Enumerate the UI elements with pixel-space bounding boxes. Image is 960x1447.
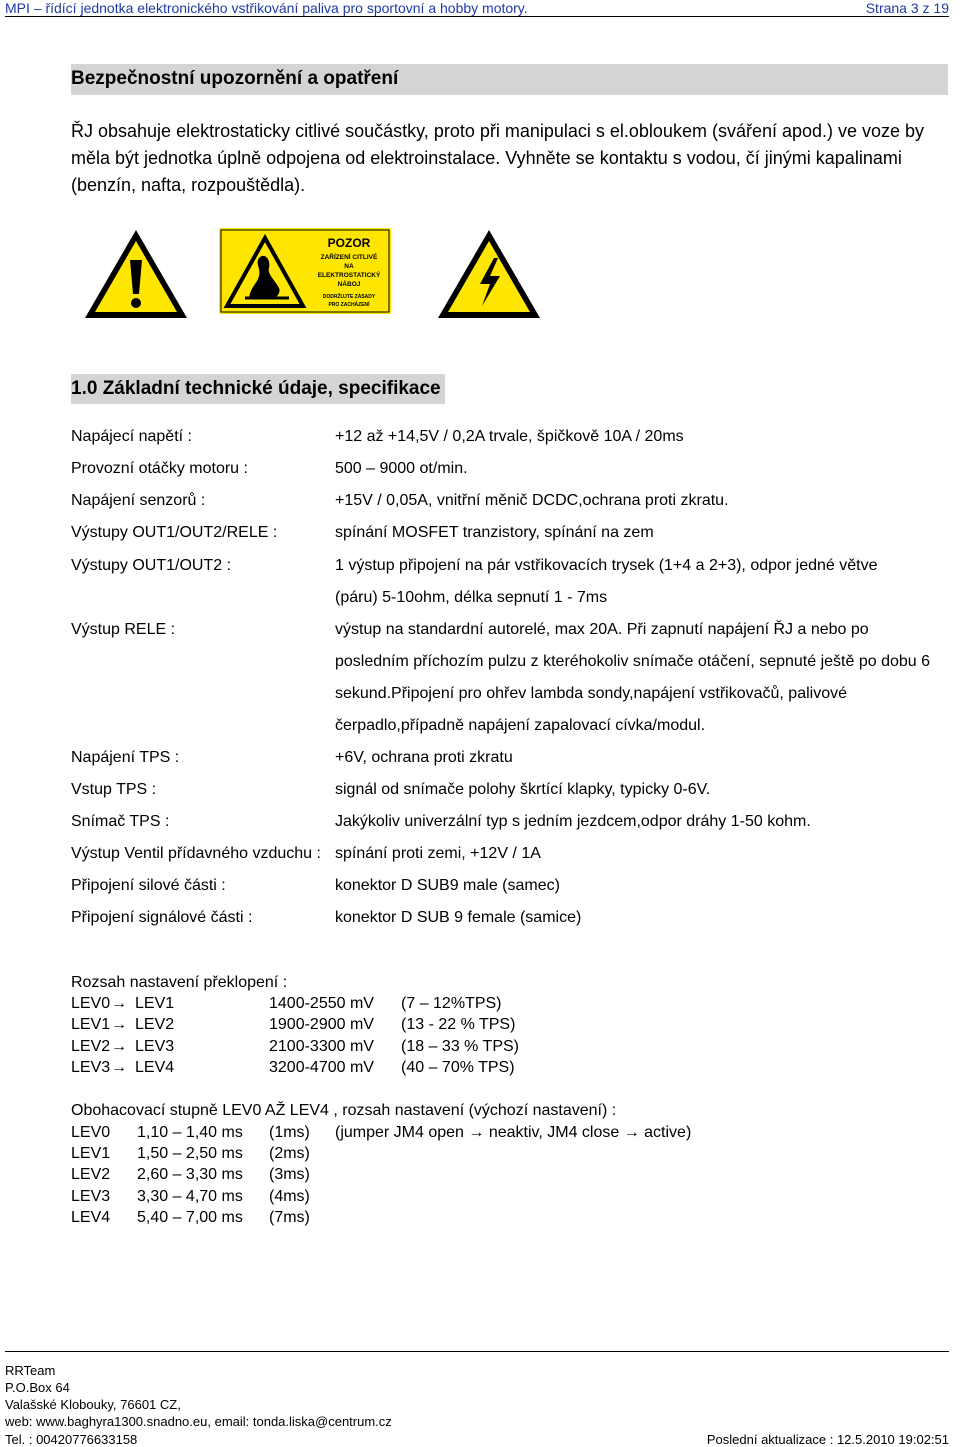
esd-sensitive-icon <box>219 228 391 314</box>
spec-label: Napájecí napětí : <box>71 428 192 445</box>
spec-value: +6V, ochrana proti zkratu <box>335 749 513 766</box>
arrow-right-icon: → <box>111 1016 127 1033</box>
spec-value: (páru) 5-10ohm, délka sepnutí 1 - 7ms <box>335 589 608 606</box>
footer-divider <box>5 1351 949 1352</box>
page-header <box>5 0 949 20</box>
arrow-right-icon: → <box>111 1059 127 1076</box>
spec-value: +12 až +14,5V / 0,2A trvale, špičkově 10A / 20ms <box>335 428 684 445</box>
spec-value: signál od snímače polohy škrtící klapky, typicky 0-6V. <box>335 781 711 798</box>
spec-label: Vstup TPS : <box>71 781 157 798</box>
enrichment-level: LEV0 <box>71 1124 111 1141</box>
specs-heading: 1.0 Základní technické údaje, specifikace <box>71 374 445 404</box>
enrichment-range: 1,10 – 1,40 ms <box>137 1124 243 1141</box>
voltage-range: 2100-3300 mV <box>269 1038 374 1055</box>
tps-range: (7 – 12%TPS) <box>401 995 502 1012</box>
spec-label: Výstup Ventil přídavného vzduchu : <box>71 845 321 862</box>
switching-heading: Rozsah nastavení překlopení : <box>71 974 288 991</box>
warning-triangle-icon <box>83 228 189 320</box>
esd-sign-line: NÁBOJ <box>337 281 361 288</box>
enrichment-range: 3,30 – 4,70 ms <box>137 1188 243 1205</box>
header-divider <box>5 16 949 17</box>
enrichment-level: LEV3 <box>71 1188 111 1205</box>
arrow-right-icon: → <box>111 995 127 1012</box>
enrichment-heading: Obohacovací stupně LEV0 AŽ LEV4 , rozsah nastavení (výchozí nastavení) : <box>71 1102 617 1119</box>
spec-label: Výstupy OUT1/OUT2/RELE : <box>71 524 278 541</box>
tps-range: (40 – 70% TPS) <box>401 1059 515 1076</box>
spec-label: Připojení signálové části : <box>71 909 253 926</box>
page-number: Strana 3 z 19 <box>865 0 949 16</box>
spec-value: konektor D SUB9 male (samec) <box>335 877 560 894</box>
spec-value: sekund.Připojení pro ohřev lambda sondy,napájení vstřikovačů, palivové <box>335 685 847 702</box>
voltage-range: 1400-2550 mV <box>269 995 374 1012</box>
esd-sign-line: ELEKTROSTATICKÝ <box>317 272 381 279</box>
spec-value: spínání MOSFET tranzistory, spínání na zem <box>335 524 654 541</box>
level-to: LEV1 <box>135 995 175 1012</box>
spec-value: konektor D SUB 9 female (samice) <box>335 909 582 926</box>
level-to: LEV3 <box>135 1038 175 1055</box>
spec-label: Snímač TPS : <box>71 813 170 830</box>
tps-range: (18 – 33 % TPS) <box>401 1038 519 1055</box>
spec-label: Připojení silové části : <box>71 877 226 894</box>
spec-label: Napájení senzorů : <box>71 492 206 509</box>
document-title: MPI – řídící jednotka elektronického vstřikování paliva pro sportovní a hobby motory. <box>5 0 528 16</box>
spec-value: Jakýkoliv univerzální typ s jedním jezdcem,odpor dráhy 1-50 kohm. <box>335 813 811 830</box>
safety-heading-banner <box>71 64 948 95</box>
footer-contact: web: www.baghyra1300.snadno.eu, email: tonda.liska@centrum.cz <box>5 1414 392 1429</box>
level-from: LEV2 <box>71 1038 111 1055</box>
warning-signs <box>83 228 543 320</box>
level-from: LEV1 <box>71 1016 111 1033</box>
enrichment-range: 5,40 – 7,00 ms <box>137 1209 243 1226</box>
spec-value: výstup na standardní autorelé, max 20A. Při zapnutí napájení ŘJ a nebo po <box>335 621 869 638</box>
spec-value: 500 – 9000 ot/min. <box>335 460 468 477</box>
footer-phone: Tel. : 00420776633158 <box>5 1432 138 1447</box>
enrichment-default: (4ms) <box>269 1188 310 1205</box>
safety-heading: Bezpečnostní upozornění a opatření <box>71 68 399 89</box>
level-to: LEV4 <box>135 1059 175 1076</box>
enrichment-default: (3ms) <box>269 1166 310 1183</box>
jumper-note: (jumper JM4 open → neaktiv, JM4 close → active) <box>335 1124 692 1141</box>
spec-value: spínání proti zemi, +12V / 1A <box>335 845 541 862</box>
footer-pobox: P.O.Box 64 <box>5 1380 70 1395</box>
footer-company: RRTeam <box>5 1363 56 1378</box>
spec-label: Napájení TPS : <box>71 749 180 766</box>
enrichment-range: 2,60 – 3,30 ms <box>137 1166 243 1183</box>
spec-value: čerpadlo,případně napájení zapalovací cívka/modul. <box>335 717 706 734</box>
spec-label: Výstup RELE : <box>71 621 176 638</box>
enrichment-default: (1ms) <box>269 1124 310 1141</box>
arrow-right-icon: → <box>111 1038 127 1055</box>
esd-sign-line: ZAŘÍZENÍ CITLIVÉ <box>320 254 378 261</box>
level-from: LEV0 <box>71 995 111 1012</box>
voltage-range: 3200-4700 mV <box>269 1059 374 1076</box>
enrichment-default: (7ms) <box>269 1209 310 1226</box>
last-updated: Poslední aktualizace : 12.5.2010 19:02:51 <box>706 1432 949 1447</box>
voltage-range: 1900-2900 mV <box>269 1016 374 1033</box>
enrichment-range: 1,50 – 2,50 ms <box>137 1145 243 1162</box>
footer-address: Valašské Klobouky, 76601 CZ, <box>5 1397 181 1412</box>
enrichment-level: LEV4 <box>71 1209 111 1226</box>
enrichment-level: LEV1 <box>71 1145 111 1162</box>
spec-label: Výstupy OUT1/OUT2 : <box>71 557 232 574</box>
esd-sign-line: DODRŽUJTE ZÁSADY <box>322 294 376 300</box>
level-to: LEV2 <box>135 1016 175 1033</box>
spec-value: 1 výstup připojení na pár vstřikovacích trysek (1+4 a 2+3), odpor jedné větve <box>335 557 878 574</box>
esd-sign-line: NA <box>344 263 354 270</box>
spec-value: posledním příchozím pulzu z kteréhokoliv snímače otáčení, sepnuté ještě po dobu 6 <box>335 653 931 670</box>
esd-sign-line: POZOR <box>327 236 371 250</box>
tps-range: (13 - 22 % TPS) <box>401 1016 516 1033</box>
enrichment-default: (2ms) <box>269 1145 310 1162</box>
esd-sign-line: PRO ZACHÁZENÍ <box>328 302 370 308</box>
enrichment-level: LEV2 <box>71 1166 111 1183</box>
safety-text: ŘJ obsahuje elektrostaticky citlivé součástky, proto při manipulaci s el.obloukem (sváření apod.) ve voze by měla být jednotka úplně odpojena od elektroinstalace. Vyhněte se kontaktu s vodou, čí jinými kapalinami (benzín, nafta, rozpouštědla). <box>71 121 925 195</box>
spec-label: Provozní otáčky motoru : <box>71 460 248 477</box>
spec-value: +15V / 0,05A, vnitřní měnič DCDC,ochrana proti zkratu. <box>335 492 729 509</box>
level-from: LEV3 <box>71 1059 111 1076</box>
high-voltage-icon <box>436 228 542 320</box>
